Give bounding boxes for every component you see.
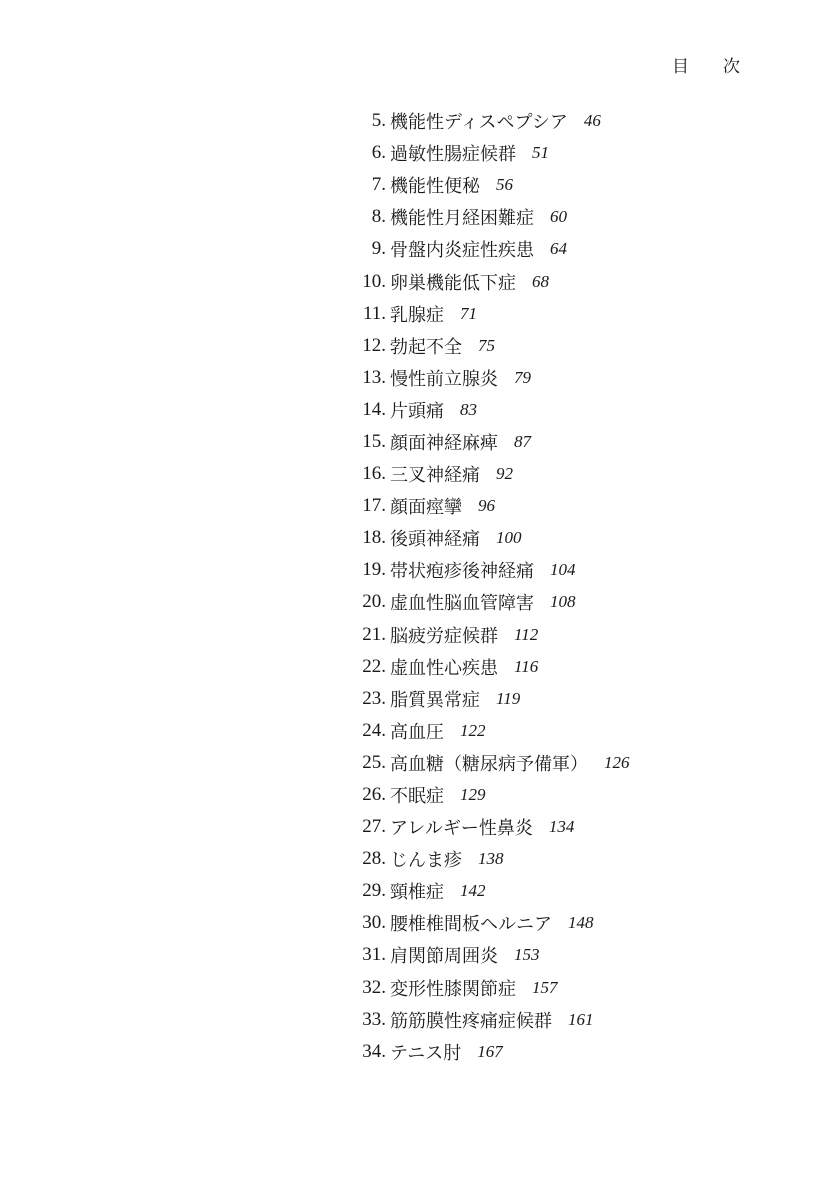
toc-entry-number: 22.	[362, 655, 386, 677]
toc-entry-number: 5.	[371, 110, 386, 132]
toc-entry-title: 虚血性脳血管障害	[390, 593, 534, 615]
toc-entry-title: 卵巣機能低下症	[390, 272, 516, 294]
toc-entry	[0, 426, 830, 458]
toc-entry-number: 32.	[362, 976, 386, 998]
toc-entry-number: 30.	[362, 912, 386, 934]
toc-entry	[0, 619, 830, 651]
toc-entry-page-number: 138	[478, 849, 504, 869]
toc-entry-title: 高血圧	[390, 721, 444, 743]
toc-entry-page-number: 119	[496, 688, 521, 708]
toc-entry-number: 20.	[362, 591, 386, 613]
toc-entry-page-number: 167	[477, 1041, 503, 1061]
toc-entry-title: 虚血性心疾患	[390, 657, 498, 679]
toc-entry	[0, 939, 830, 971]
toc-entry-title: 乳腺症	[390, 304, 444, 326]
toc-entry-page-number: 92	[496, 464, 513, 484]
toc-entry-number: 23.	[362, 687, 386, 709]
toc-entry	[0, 169, 830, 201]
toc-entry-title: 筋筋膜性疼痛症候群	[390, 1010, 552, 1032]
toc-entry-page-number: 116	[514, 656, 539, 676]
toc-entry-number: 21.	[362, 623, 386, 645]
toc-entry-title: 不眠症	[390, 786, 444, 808]
toc-entry-page-number: 68	[532, 271, 549, 291]
toc-entry-title: 高血糖（糖尿病予備軍）	[390, 753, 588, 775]
toc-entry-title: 片頭痛	[390, 400, 444, 422]
toc-entry-number: 33.	[362, 1008, 386, 1030]
toc-entry	[0, 554, 830, 586]
toc-entry-title: じんま疹	[390, 850, 462, 872]
toc-entry-page-number: 148	[568, 913, 594, 933]
toc-entry-number: 26.	[362, 784, 386, 806]
toc-entry-page-number: 83	[460, 399, 477, 419]
toc-entry-title: 勃起不全	[390, 336, 462, 358]
toc-entry-number: 14.	[362, 398, 386, 420]
toc-entry	[0, 715, 830, 747]
toc-entry-page-number: 64	[550, 239, 567, 259]
toc-entry-title: 機能性ディスペプシア	[390, 112, 568, 134]
toc-entry-title: 肩関節周囲炎	[390, 946, 498, 968]
page-header-title: 目 次	[672, 57, 740, 77]
toc-entry	[0, 811, 830, 843]
toc-entry-page-number: 126	[604, 752, 630, 772]
toc-entry-number: 6.	[371, 142, 386, 164]
toc-entry	[0, 907, 830, 939]
toc-entry-number: 8.	[371, 206, 386, 228]
toc-entry-page-number: 112	[514, 624, 539, 644]
toc-entry-number: 17.	[362, 495, 386, 517]
toc-entry-page-number: 46	[583, 111, 601, 131]
toc-entry-title: アレルギー性鼻炎	[390, 818, 533, 840]
toc-entry	[0, 298, 830, 330]
toc-entry-number: 13.	[362, 366, 386, 388]
table-of-contents	[0, 105, 830, 1068]
toc-entry-page-number: 87	[514, 431, 531, 451]
toc-entry-page-number: 142	[460, 881, 486, 901]
toc-entry-title: 帯状疱疹後神経痛	[390, 561, 534, 583]
toc-entry	[0, 747, 830, 779]
toc-entry-number: 24.	[362, 719, 386, 741]
toc-entry-title: 骨盤内炎症性疾患	[390, 240, 534, 262]
toc-entry-number: 25.	[362, 751, 386, 773]
toc-entry-title: 顔面神経麻痺	[390, 432, 498, 454]
toc-entry	[0, 105, 830, 137]
toc-entry-page-number: 71	[460, 303, 477, 323]
toc-entry-page-number: 157	[532, 977, 558, 997]
toc-entry-number: 31.	[362, 944, 386, 966]
toc-entry-title: 後頭神経痛	[390, 529, 480, 551]
toc-entry	[0, 201, 830, 233]
toc-entry-page-number: 161	[568, 1009, 594, 1029]
toc-entry-number: 12.	[362, 334, 386, 356]
toc-entry	[0, 1036, 830, 1068]
toc-entry-page-number: 56	[496, 175, 513, 195]
toc-entry-title: 三叉神経痛	[390, 465, 480, 487]
toc-entry	[0, 458, 830, 490]
toc-entry-number: 34.	[362, 1040, 386, 1062]
toc-entry-page-number: 51	[532, 143, 549, 163]
toc-entry	[0, 875, 830, 907]
toc-entry-page-number: 104	[550, 560, 576, 580]
toc-entry-page-number: 108	[550, 592, 576, 612]
toc-entry-number: 10.	[362, 270, 386, 292]
toc-entry-number: 19.	[362, 559, 386, 581]
toc-entry-title: 脳疲労症候群	[390, 625, 498, 647]
toc-entry	[0, 233, 830, 265]
toc-entry-number: 28.	[362, 848, 386, 870]
toc-entry-number: 18.	[362, 527, 386, 549]
toc-entry-page-number: 96	[478, 496, 495, 516]
toc-entry	[0, 362, 830, 394]
toc-entry-page-number: 60	[550, 207, 567, 227]
toc-entry	[0, 779, 830, 811]
toc-entry-title: 脂質異常症	[390, 689, 480, 711]
toc-entry	[0, 1004, 830, 1036]
toc-entry	[0, 683, 830, 715]
toc-entry-page-number: 153	[514, 945, 540, 965]
toc-entry-number: 7.	[371, 174, 386, 196]
toc-entry-number: 29.	[362, 880, 386, 902]
toc-entry-title: 顔面痙攣	[390, 497, 462, 519]
toc-entry-page-number: 75	[478, 335, 495, 355]
toc-entry	[0, 651, 830, 683]
toc-entry-title: 機能性月経困難症	[390, 208, 534, 230]
toc-entry-title: 慢性前立腺炎	[390, 368, 498, 390]
toc-entry-page-number: 79	[514, 367, 531, 387]
toc-entry	[0, 490, 830, 522]
toc-entry	[0, 522, 830, 554]
toc-entry	[0, 972, 830, 1004]
toc-entry-number: 15.	[362, 430, 386, 452]
toc-entry	[0, 586, 830, 618]
toc-entry-title: 腰椎椎間板ヘルニア	[390, 914, 552, 936]
toc-entry	[0, 137, 830, 169]
toc-entry-number: 11.	[362, 302, 386, 324]
toc-entry-title: 頸椎症	[390, 882, 444, 904]
toc-entry-number: 27.	[362, 816, 386, 838]
toc-entry-number: 16.	[362, 463, 386, 485]
toc-entry-page-number: 100	[496, 528, 522, 548]
toc-entry-title: 過敏性腸症候群	[390, 144, 516, 166]
toc-entry-number: 9.	[371, 238, 386, 260]
toc-entry-title: テニス肘	[390, 1042, 462, 1064]
toc-entry	[0, 330, 830, 362]
toc-entry	[0, 394, 830, 426]
toc-entry-page-number: 134	[548, 817, 575, 837]
toc-entry-title: 変形性膝関節症	[390, 978, 516, 1000]
toc-entry-page-number: 129	[460, 785, 486, 805]
toc-entry-title: 機能性便秘	[390, 176, 480, 198]
toc-entry	[0, 265, 830, 297]
toc-entry	[0, 843, 830, 875]
toc-entry-page-number: 122	[460, 720, 486, 740]
